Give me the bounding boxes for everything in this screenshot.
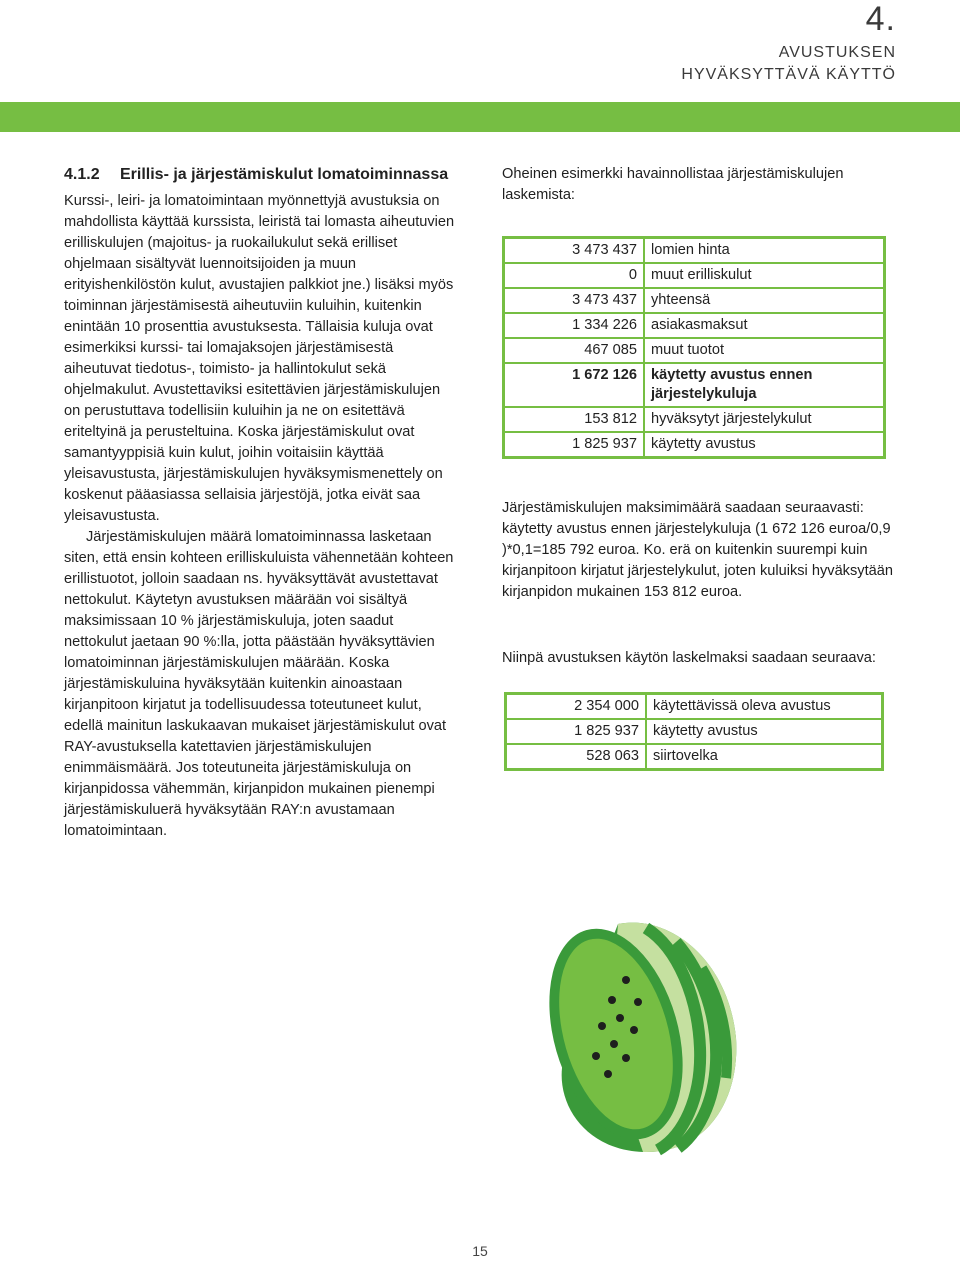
right-column [502, 164, 896, 764]
amount-cell: 0 [505, 264, 645, 289]
table-row [505, 289, 883, 314]
table-row [505, 239, 883, 264]
section-paragraph-1: Kurssi-, leiri- ja lomatoimintaan myönnettyjä avustuksia on mahdollista käyttää kurssista, leiristä tai lomasta aiheutuvien erilliskulujen (majoitus- ja ruokailukulut sekä erilliset ohjelmaan sisältyvät luennoitsijoiden ja muun erityishenkilöstön kulut, avustajien palkkiot jne.) lisäksi myös toiminnan järjestämisestä aiheutuviin kuluihin, kuitenkin enintään 10 prosenttia avustuksesta. Tällaisia kuluja ovat esimerkiksi kurssi- tai lomajaksojen järjestämisestä aiheutuvat tiedotus-, toimisto- ja hallintokulut sekä ohjelmakulut. Avustettaviksi esitettävien järjestämiskulujen on perustuttava todellisiin kuluihin ja ne on esitettävä eriteltyinä ja perusteltuina. Koska järjestämiskulut ovat samantyyppisiä kuin kulut, joihin voitaisiin käyttää yleisavustusta, järjestämiskulujen hyväksymismenettely on koskenut pääasiassa sellaisia järjestöjä, jotka eivät saa yleisavustusta. [64, 193, 455, 524]
label-cell: käytetty avustus [647, 720, 881, 745]
chapter-number: 4. [865, 0, 896, 38]
result-table [504, 692, 884, 771]
amount-cell: 3 473 437 [505, 289, 645, 314]
page-number: 15 [472, 1243, 488, 1259]
left-column [64, 164, 456, 842]
section-heading [64, 164, 456, 185]
table-row [505, 408, 883, 433]
label-cell: siirtovelka [653, 748, 718, 764]
amount-cell: 1 825 937 [507, 720, 647, 745]
example-intro: Oheinen esimerkki havainnollistaa järjestämiskulujen laskemista: [502, 166, 844, 203]
label-cell: hyväksytyt järjestelykulut [645, 408, 883, 433]
table-row [505, 339, 883, 364]
label-cell: käytetty avustus ennen järjestelykuluja [645, 364, 883, 408]
table-row [507, 695, 881, 720]
melon-slice-icon [548, 918, 738, 1158]
section-title: Erillis- ja järjestämiskulut lomatoiminnassa [120, 166, 449, 183]
amount-cell: 467 085 [505, 339, 645, 364]
label-cell: muut tuotot [645, 339, 883, 364]
amount-cell: 1 825 937 [505, 433, 645, 456]
result-intro-paragraph: Niinpä avustuksen käytön laskelmaksi saadaan seuraava: [502, 650, 876, 666]
label-cell: lomien hinta [645, 239, 883, 264]
label-cell: muut erilliskulut [645, 264, 883, 289]
section-paragraph-2: Järjestämiskulujen määrä lomatoiminnassa lasketaan siten, että ensin kohteen erilliskuluista vähennetään kohteen erillistuotot, jolloin saadaan ns. hyväksyttävät avustettavat nettokulut. Käytetyn avustuksen määrään voi sisältyä maksimissaan 10 % järjestämiskuluja, joten saadut nettokulut jaetaan 90 %:lla, jotta päästään hyväksyttävien lomatoiminnan järjestämiskulujen määrään. Koska järjestämiskuluina hyväksytään kuitenkin ainoastaan kirjanpitoon kirjatut ja todellisuudessa toteutuneet kulut, edellä mainitun laskukaavan mukaiset järjestämiskulut ovat RAY-avustuksella katettavien järjestämiskulujen enimmäismäärä. Jos toteutuneita järjestämiskuluja on kirjanpidossa vähemmän, kirjanpidon mukainen pienempi järjestämiskuluerä hyväksytään RAY:n avustamaan lomatoimintaan. [64, 529, 454, 839]
label-cell: asiakasmaksut [645, 314, 883, 339]
max-calculation-paragraph: Järjestämiskulujen maksimimäärä saadaan seuraavasti: käytetty avustus ennen järjestelykuluja (1 672 126 euroa/0,9 )*0,1=185 792 euroa. Ko. erä on kuitenkin suurempi kuin kirjanpitoon kirjatut järjestelykulut, joten kuluiksi hyväksytään kirjanpidon mukainen 153 812 euroa. [502, 500, 893, 600]
table-row [505, 433, 883, 456]
table-row [507, 720, 881, 745]
table-row [507, 745, 881, 768]
amount-cell: 3 473 437 [505, 239, 645, 264]
amount-cell: 528 063 [507, 745, 647, 768]
amount-cell: 153 812 [505, 408, 645, 433]
chapter-title-line2: HYVÄKSYTTÄVÄ KÄYTTÖ [681, 66, 896, 83]
amount-cell: 1 334 226 [505, 314, 645, 339]
amount-cell: 1 672 126 [505, 364, 645, 408]
header-green-bar [0, 102, 960, 132]
label-cell: käytettävissä oleva avustus [647, 695, 881, 720]
table-row [505, 314, 883, 339]
calculation-table [502, 236, 886, 459]
chapter-title-line1: AVUSTUKSEN [778, 44, 896, 61]
table-row [505, 264, 883, 289]
table-row-highlight [505, 364, 883, 408]
chapter-title [681, 42, 896, 86]
label-cell: käytetty avustus [651, 436, 756, 452]
label-cell: yhteensä [645, 289, 883, 314]
amount-cell: 2 354 000 [507, 695, 647, 720]
section-number: 4.1.2 [64, 166, 100, 183]
